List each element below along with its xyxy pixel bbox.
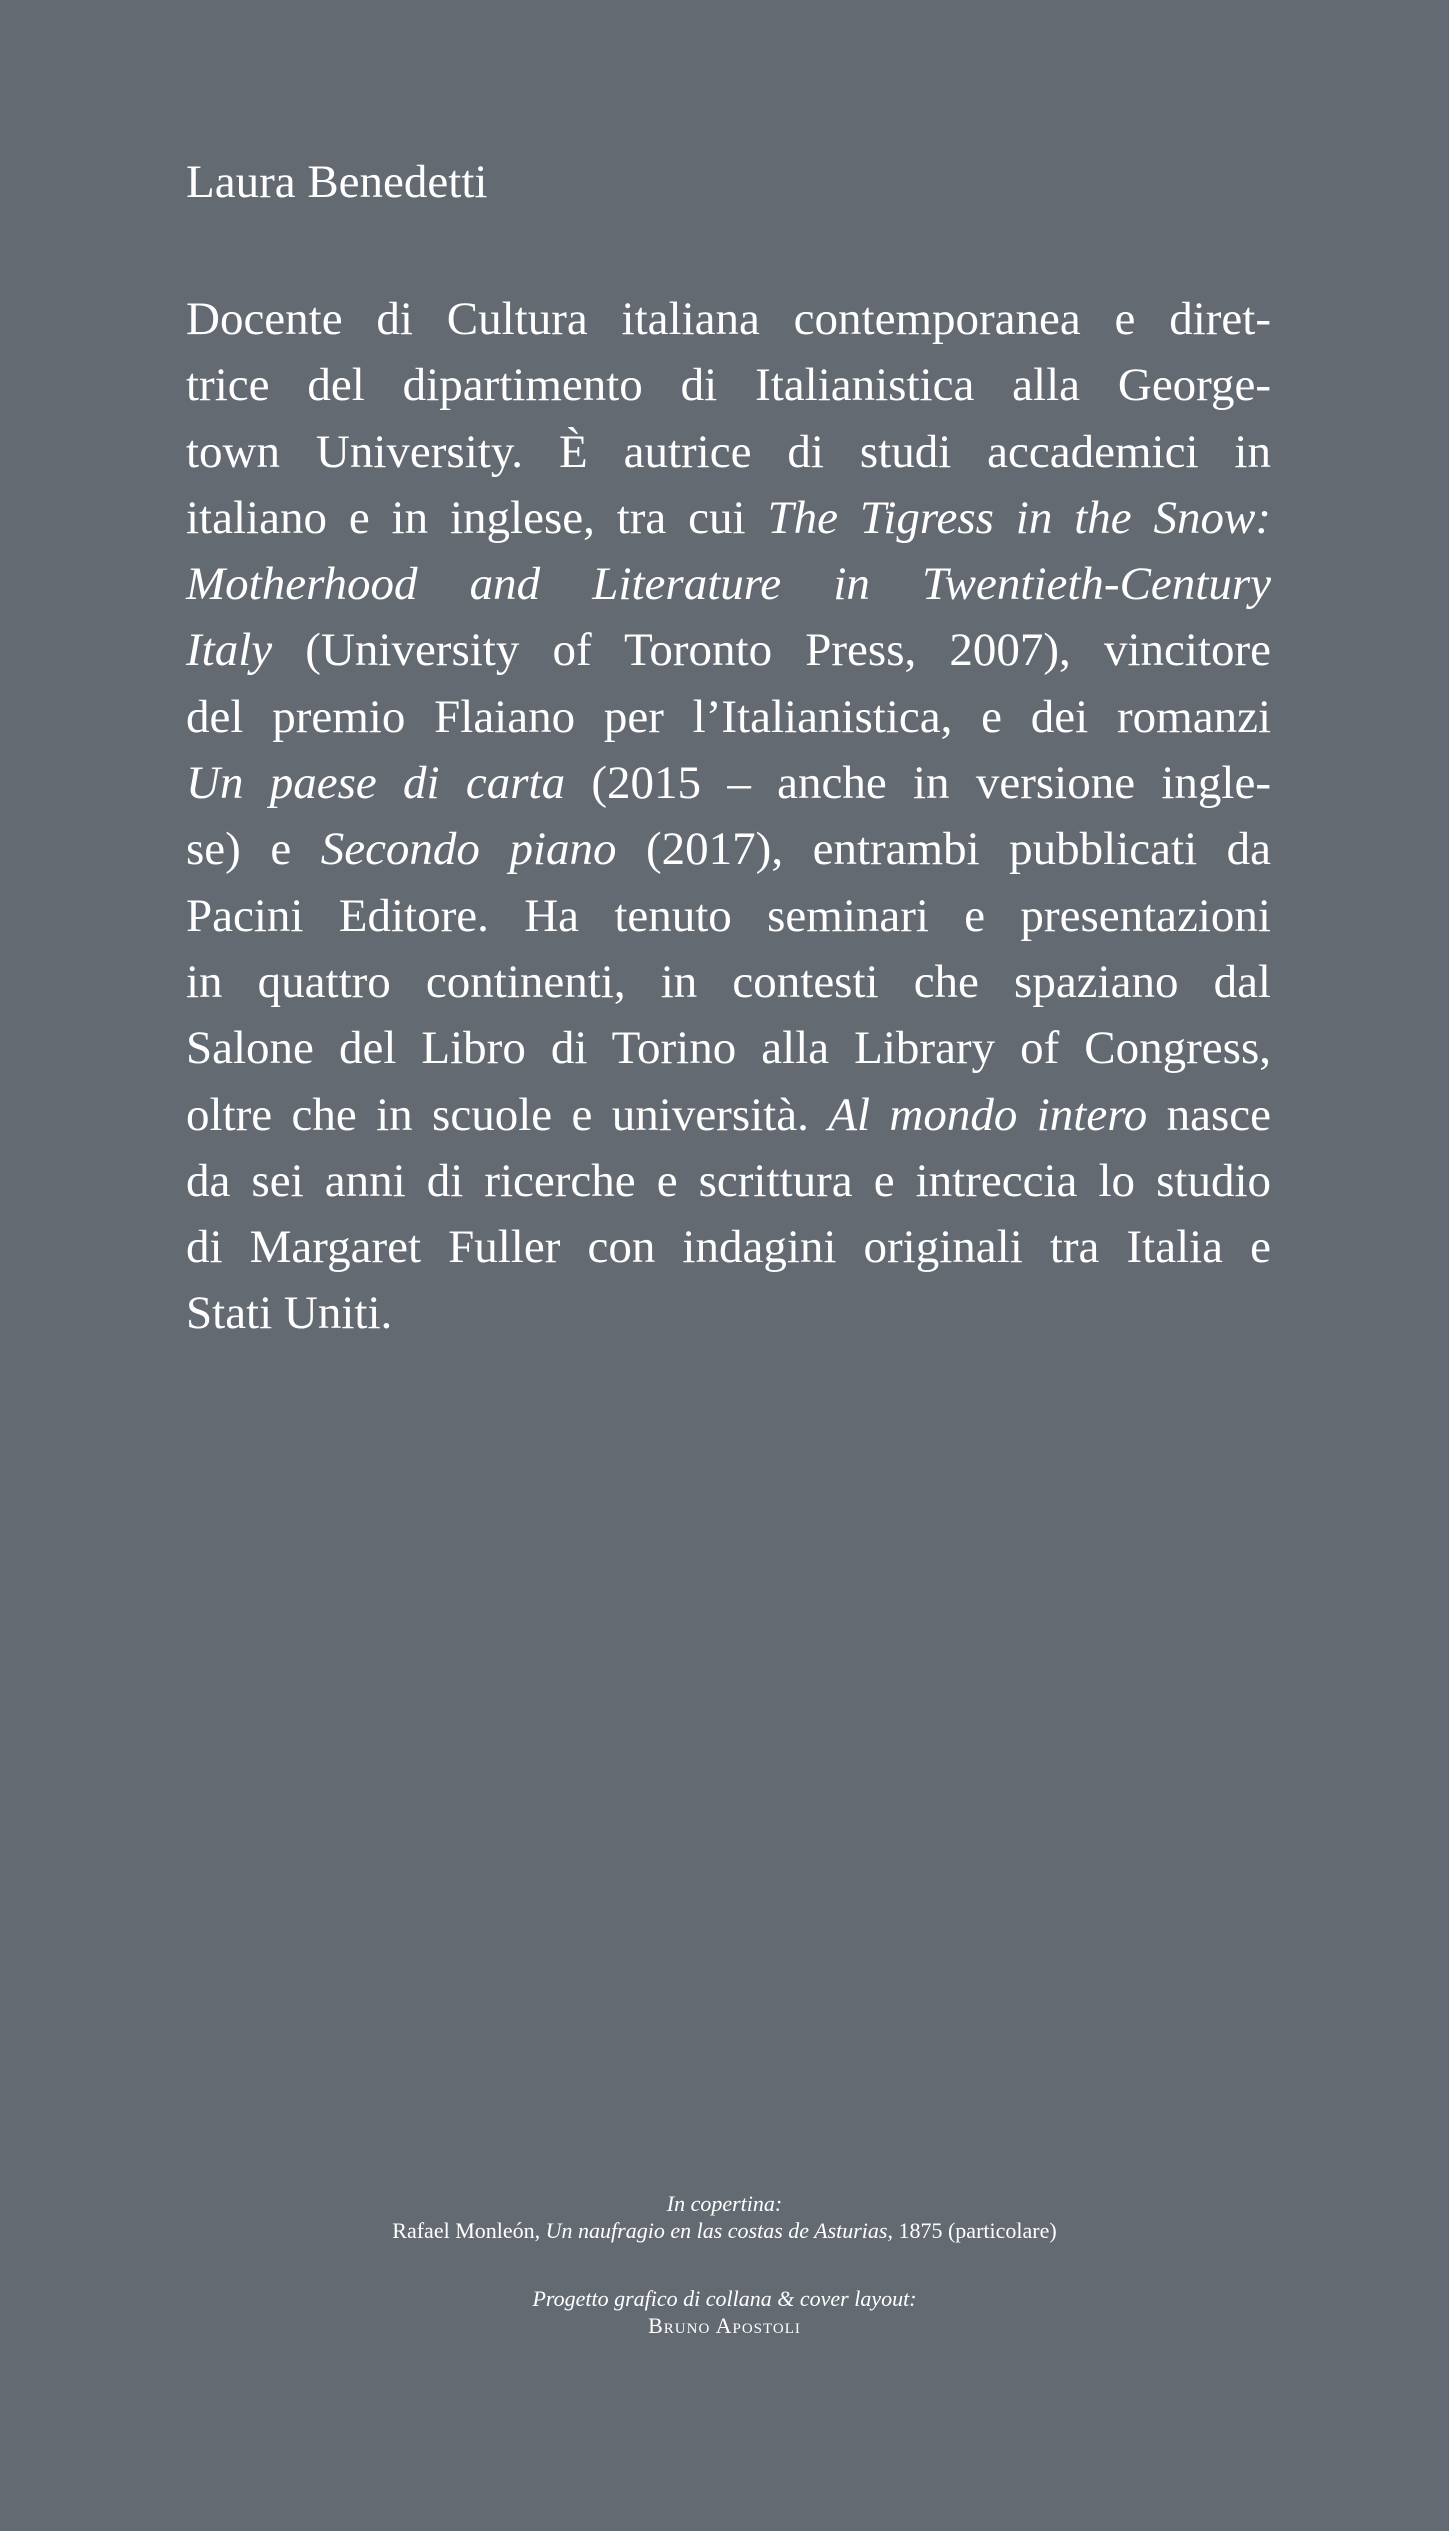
bio-italic-title: Un paese di carta [186, 757, 566, 810]
bio-text: italiano e in inglese, tra cui [186, 491, 768, 544]
bio-text: in quattro continenti, in contesti che spaziano dal [186, 955, 1271, 1008]
bio-text: se) e [186, 823, 321, 876]
bio-line [186, 883, 1271, 949]
design-credit-label: Progetto grafico di collana & cover layout: [532, 2286, 917, 2311]
bio-italic-title: The Tigress in the Snow: [767, 491, 1271, 544]
bio-italic-title: Secondo piano [320, 823, 617, 876]
bio-text: oltre che in scuole e università. [186, 1088, 829, 1141]
designer-name: Bruno Apostoli [648, 2313, 801, 2338]
cover-credit-label: In copertina: [666, 2191, 783, 2216]
bio-text: Salone del Libro di Torino alla Library of Congress, [186, 1022, 1271, 1075]
bio-line [186, 750, 1271, 816]
bio-line [186, 1214, 1271, 1280]
bio-text: Docente di Cultura italiana contemporanea e diret- [186, 293, 1271, 345]
bio-italic-title: Italy [186, 624, 273, 677]
bio-text: (2017), entrambi pubblicati da [616, 823, 1272, 876]
bio-text: trice del dipartimento di Italianistica alla George- [186, 359, 1271, 412]
bio-text: (2015 – anche in versione ingle- [565, 757, 1271, 810]
cover-credit [0, 2190, 1449, 2244]
bio-line [186, 485, 1271, 551]
bio-text: del premio Flaiano per l’Italianistica, e dei romanzi [186, 690, 1271, 743]
cover-credit-value [0, 2217, 1449, 2244]
author-name: Laura Benedetti [186, 156, 488, 208]
bio-text: (University of Toronto Press, 2007), vincitore [272, 624, 1271, 677]
bio-line [186, 551, 1271, 617]
bio-text: town University. È autrice di studi accademici in [186, 425, 1271, 478]
bio-text: nasce [1147, 1088, 1272, 1141]
bio-line [186, 419, 1271, 485]
author-biography [186, 286, 1271, 1347]
design-credit [0, 2285, 1449, 2339]
cover-artist: Rafael Monleón, [392, 2218, 546, 2243]
cover-artwork-title: Un naufragio en las costas de Asturias [545, 2218, 888, 2243]
bio-line [186, 1280, 1271, 1346]
bio-line [186, 1148, 1271, 1214]
bio-text: di Margaret Fuller con indagini originali tra Italia e [186, 1221, 1271, 1274]
bio-line [186, 286, 1271, 352]
bio-line [186, 816, 1271, 882]
bio-line [186, 617, 1271, 683]
bio-line [186, 1015, 1271, 1081]
bio-line [186, 352, 1271, 418]
bio-text: Stati Uniti. [186, 1287, 393, 1340]
bio-italic-title: Al mondo intero [828, 1088, 1148, 1141]
bio-line [186, 949, 1271, 1015]
bio-line [186, 684, 1271, 750]
cover-artwork-detail: , 1875 (particolare) [887, 2218, 1057, 2243]
bio-text: da sei anni di ricerche e scrittura e intreccia lo studio [186, 1154, 1271, 1207]
bio-text: Pacini Editore. Ha tenuto seminari e presentazioni [186, 889, 1271, 942]
bio-italic-title: Motherhood and Literature in Twentieth-Century [186, 558, 1271, 611]
bio-line [186, 1082, 1271, 1148]
